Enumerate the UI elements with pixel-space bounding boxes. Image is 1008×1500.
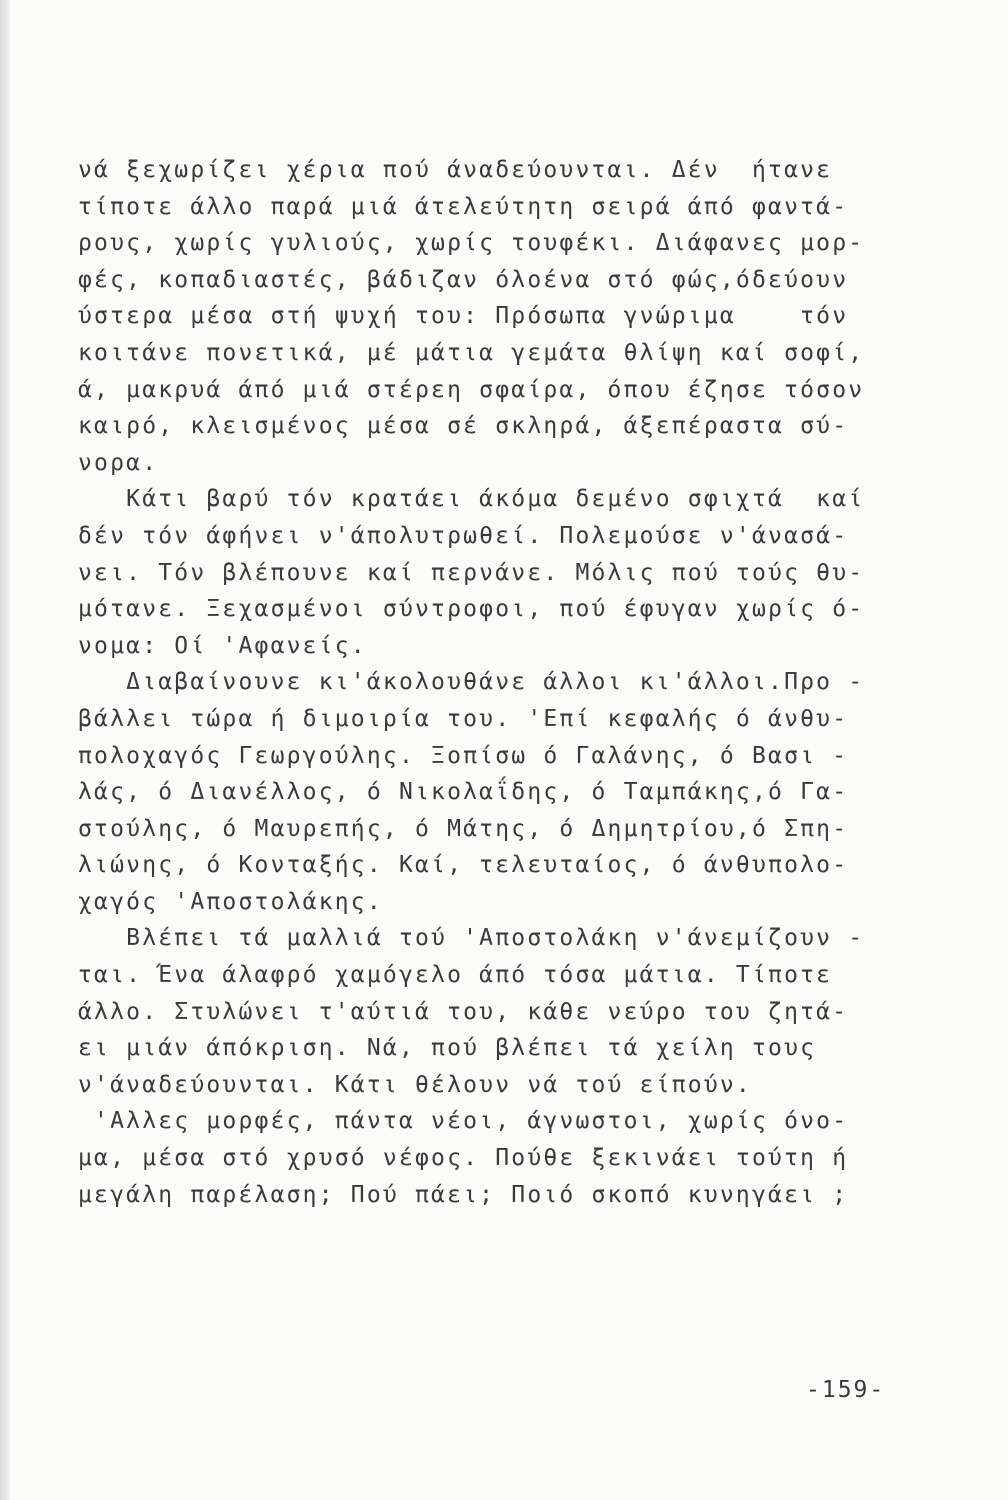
body-text: [78, 152, 908, 1213]
text-line: μεγάλη παρέλαση; Πού πάει; Ποιό σκοπό κυνηγάει ;: [78, 1181, 849, 1208]
text-line: Διαβαίνουνε κι'άκολουθάνε άλλοι κι'άλλοι.Προ -: [78, 669, 865, 696]
text-line: Βλέπει τά μαλλιά τού 'Αποστολάκη ν'άνεμίζουν -: [78, 925, 865, 952]
text-line: φές, κοπαδιαστές, βάδιζαν όλοένα στό φώς,όδεύουν: [78, 266, 849, 293]
text-line: πολοχαγός Γεωργούλης. Ξοπίσω ό Γαλάνης, ό Βασι -: [78, 742, 849, 769]
text-line: μότανε. Ξεχασμένοι σύντροφοι, πού έφυγαν χωρίς ό-: [78, 596, 865, 623]
text-line: νομα: Οί 'Αφανείς.: [78, 632, 367, 659]
text-line: ται. Ένα άλαφρό χαμόγελο άπό τόσα μάτια. Τίποτε: [78, 962, 833, 989]
text-line: λιώνης, ό Κονταξής. Καί, τελευταίος, ό άνθυπολο-: [78, 852, 849, 879]
text-line: ει μιάν άπόκριση. Νά, πού βλέπει τά χείλη τους: [78, 1035, 817, 1062]
text-line: ύστερα μέσα στή ψυχή του: Πρόσωπα γνώριμα τόν: [78, 303, 849, 330]
text-line: νει. Τόν βλέπουνε καί περνάνε. Μόλις πού τούς θυ-: [78, 559, 865, 586]
text-line: ν'άναδεύουνται. Κάτι θέλουν νά τού είπούν.: [78, 1071, 752, 1098]
text-line: τίποτε άλλο παρά μιά άτελεύτητη σειρά άπό φαντά-: [78, 193, 849, 220]
text-line: λάς, ό Διανέλλος, ό Νικολαΐδης, ό Ταμπάκης,ό Γα-: [78, 779, 849, 806]
page-number: -159-: [806, 1377, 886, 1403]
text-line: δέν τόν άφήνει ν'άπολυτρωθεί. Πολεμούσε ν'άνασά-: [78, 522, 849, 549]
text-line: άλλο. Στυλώνει τ'αύτιά του, κάθε νεύρο του ζητά-: [78, 998, 849, 1025]
text-line: κοιτάνε πονετικά, μέ μάτια γεμάτα θλίψη καί σοφί,: [78, 339, 865, 366]
text-line: στούλης, ό Μαυρεπής, ό Μάτης, ό Δημητρίου,ό Σπη-: [78, 815, 849, 842]
text-line: βάλλει τώρα ή διμοιρία του. 'Επί κεφαλής ό άνθυ-: [78, 705, 849, 732]
text-line: ά, μακρυά άπό μιά στέρεη σφαίρα, όπου έζησε τόσον: [78, 376, 865, 403]
text-line: Κάτι βαρύ τόν κρατάει άκόμα δεμένο σφιχτά καί: [78, 486, 865, 513]
page-edge-shadow: [0, 0, 10, 1500]
text-line: χαγός 'Αποστολάκης.: [78, 888, 383, 915]
text-line: νορα.: [78, 449, 159, 476]
text-line: 'Αλλες μορφές, πάντα νέοι, άγνωστοι, χωρίς όνο-: [78, 1108, 849, 1135]
text-line: καιρό, κλεισμένος μέσα σέ σκληρά, άξεπέραστα σύ-: [78, 413, 849, 440]
text-line: μα, μέσα στό χρυσό νέφος. Πούθε ξεκινάει τούτη ή: [78, 1145, 849, 1172]
text-line: ρους, χωρίς γυλιούς, χωρίς τουφέκι. Διάφανες μορ-: [78, 230, 865, 257]
text-line: νά ξεχωρίζει χέρια πού άναδεύουνται. Δέν ήτανε: [78, 157, 833, 183]
